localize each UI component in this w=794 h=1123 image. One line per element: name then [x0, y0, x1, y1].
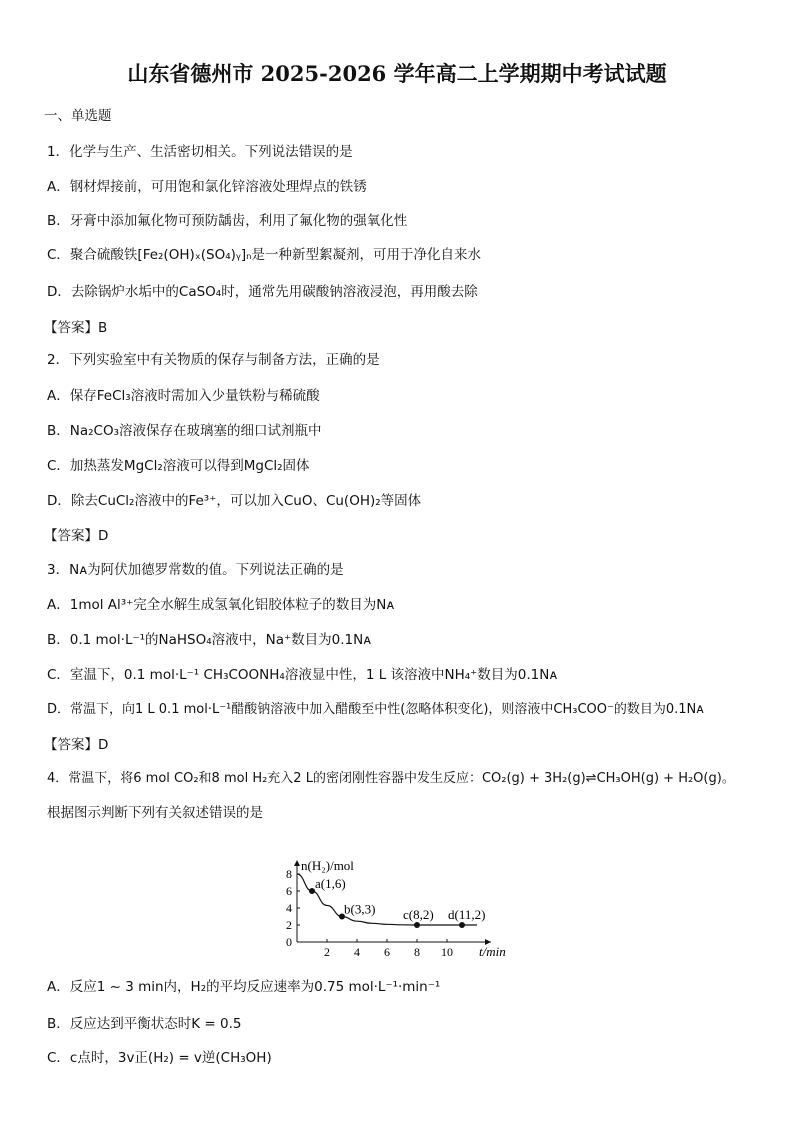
q2-option-b: B．Na₂CO₃溶液保存在玻璃塞的细口试剂瓶中: [47, 423, 322, 439]
h2-amount-chart: [272, 828, 522, 963]
q2-stem: 2．下列实验室中有关物质的保存与制备方法，正确的是: [47, 352, 380, 368]
q2-option-d: D．除去CuCl₂溶液中的Fe³⁺，可以加入CuO、Cu(OH)₂等固体: [47, 493, 422, 509]
data-point-label: a(1,6): [315, 876, 346, 891]
x-tick-label: 2: [324, 945, 330, 959]
y-axis-label: n(H₂)/mol: [301, 858, 354, 873]
x-tick-label: 10: [441, 945, 453, 959]
data-point: [459, 922, 465, 928]
q3-option-a: A．1mol Al³⁺完全水解生成氢氧化铝胶体粒子的数目为Nᴀ: [47, 597, 395, 613]
q1-option-d: D．去除锅炉水垢中的CaSO₄时，通常先用碳酸钠溶液浸泡，再用酸去除: [47, 284, 478, 300]
data-point: [414, 922, 420, 928]
q1-option-c: C．聚合硫酸铁[Fe₂(OH)ₓ(SO₄)ᵧ]ₙ是一种新型絮凝剂，可用于净化自来水: [47, 247, 482, 263]
q2-option-c: C．加热蒸发MgCl₂溶液可以得到MgCl₂固体: [47, 458, 310, 474]
q4-stem-line1: 4．常温下，将6 mol CO₂和8 mol H₂充入2 L的密闭刚性容器中发生反应：CO₂(g) + 3H₂(g)⇌CH₃OH(g) + H₂O(g)。: [47, 771, 735, 786]
q1-option-a: A．钢材焊接前，可用饱和氯化锌溶液处理焊点的铁锈: [47, 179, 367, 195]
q1-answer: 【答案】B: [44, 320, 108, 336]
q3-option-d: D．常温下，向1 L 0.1 mol·L⁻¹醋酸钠溶液中加入醋酸至中性(忽略体积变化)，则溶液中CH₃COO⁻的数目为0.1Nᴀ: [47, 702, 704, 717]
section-heading: 一、单选题: [44, 108, 112, 124]
q4-stem-line2: 根据图示判断下列有关叙述错误的是: [47, 805, 263, 821]
q3-answer: 【答案】D: [44, 737, 109, 753]
x-tick-label: 6: [384, 945, 390, 959]
data-point-label: d(11,2): [448, 907, 486, 922]
q4-option-b: B．反应达到平衡状态时K = 0.5: [47, 1016, 242, 1032]
x-tick-label: 4: [354, 945, 360, 959]
x-axis-label: t/min: [479, 944, 506, 959]
q2-option-a: A．保存FeCl₃溶液时需加入少量铁粉与稀硫酸: [47, 388, 320, 404]
y-tick-label: 2: [286, 918, 292, 932]
y-tick-label: 6: [286, 884, 292, 898]
q3-option-c: C．室温下，0.1 mol·L⁻¹ CH₃COONH₄溶液显中性，1 L 该溶液中NH₄⁺数目为0.1Nᴀ: [47, 667, 558, 683]
q3-option-b: B．0.1 mol·L⁻¹的NaHSO₄溶液中，Na⁺数目为0.1Nᴀ: [47, 632, 372, 648]
data-point-label: b(3,3): [344, 901, 376, 917]
q1-option-b: B．牙膏中添加氟化物可预防龋齿，利用了氟化物的强氧化性: [47, 213, 408, 229]
q2-answer: 【答案】D: [44, 528, 109, 544]
q4-option-c: C．c点时，3v正(H₂) = v逆(CH₃OH): [47, 1050, 272, 1066]
x-tick-label: 8: [414, 945, 420, 959]
y-tick-label: 4: [286, 901, 292, 915]
y-axis-arrow: [294, 860, 300, 866]
page-title: 山东省德州市 2025-2026 学年高二上学期期中考试试题: [127, 61, 667, 86]
q4-option-a: A．反应1 ~ 3 min内，H₂的平均反应速率为0.75 mol·L⁻¹·min⁻¹: [47, 979, 441, 995]
y-tick-label: 0: [286, 935, 292, 949]
q1-stem: 1．化学与生产、生活密切相关。下列说法错误的是: [47, 144, 353, 160]
q3-stem: 3．Nᴀ为阿伏加德罗常数的值。下列说法正确的是: [47, 562, 344, 578]
data-point-label: c(8,2): [403, 907, 434, 922]
y-tick-label: 8: [286, 867, 292, 881]
